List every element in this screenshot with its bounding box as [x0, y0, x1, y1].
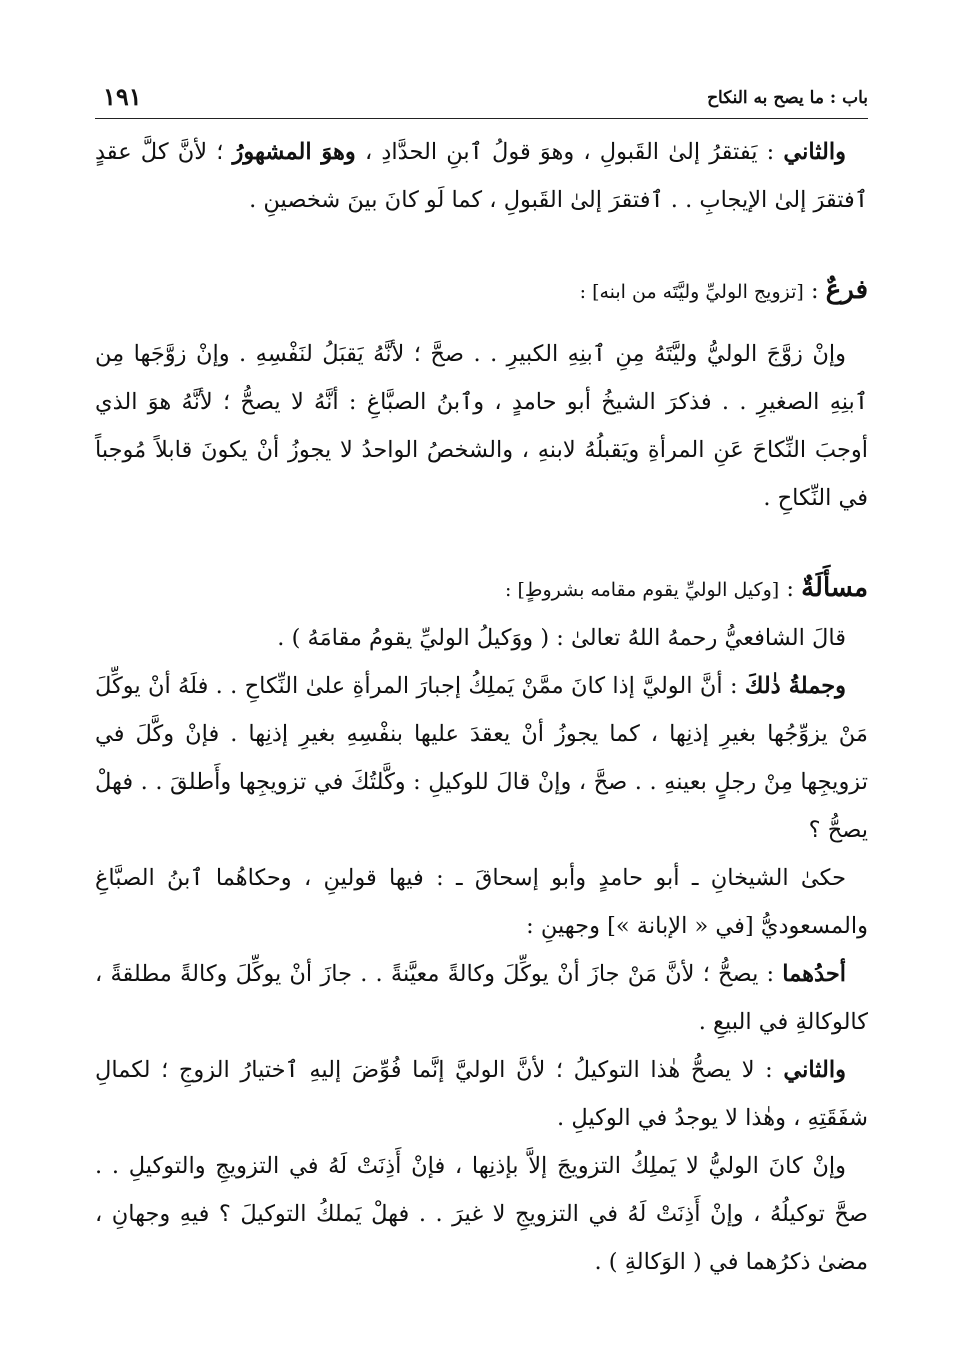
lead-term: وجملةُ ذٰلكَ — [744, 673, 846, 699]
lead-term: أحدُهما — [782, 961, 846, 987]
emphasis-text: وهوَ المشهورُ — [232, 139, 356, 165]
paragraph-far-body: وإنْ زوَّجَ الوليُّ وليَّتَهُ مِنِ ٱبنِهِ الكبيرِ . . صحَّ ؛ لأنَّهُ يَقبَلُ لنَفْسِهِ . وإنْ زوَّجَها مِن ٱبنِهِ الصغيرِ . . فذكرَ الشيخُ أبو حامدٍ ، وٱبنُ الصبَّاغِ : أنَّهُ لا يصحُّ ؛ لأنَّهُ هوَ الذي أوجبَ النِّكاحَ عَنِ المرأةِ ويَقبلُهُ لابنهِ ، والشخصُ الواحدُ لا يجوزُ أنْ يكونَ قابلاً مُوجباً في النِّكاحِ . — [95, 341, 868, 511]
spacer — [95, 224, 868, 266]
page-header — [95, 78, 868, 119]
section-heading-far — [95, 266, 868, 316]
paragraph-summary — [95, 662, 868, 854]
heading-term: فرعٌ — [825, 275, 868, 305]
main-text — [95, 128, 868, 1286]
paragraph-second-view-2 — [95, 1046, 868, 1142]
paragraph-first-view — [95, 950, 868, 1046]
spacer — [95, 316, 868, 330]
heading-separator: : — [779, 576, 802, 602]
paragraph-text: : لا يصحُّ هٰذا التوكيلُ ؛ لأنَّ الوليَّ إنَّما فُوِّضَ إليهِ ٱختيارُ الزوجِ ؛ لكمالِ شفَقَتِهِ ، وهٰذا لا يوجدُ في الوكيلِ . — [95, 1057, 868, 1131]
paragraph-text: ؛ لأنَّ كلَّ عقدٍ ٱفتقرَ إلىٰ الإيجابِ . . ٱفتقرَ إلىٰ القَبولِ ، كما لَو كانَ بينَ شخصينِ . — [95, 139, 868, 213]
paragraph-permission: وإنْ كانَ الوليُّ لا يَملِكُ التزويجَ إلاَّ بإذنِها ، فإنْ أَذِنَتْ لَهُ في التزويجِ والتوكيلِ . . صحَّ توكيلُهُ ، وإنْ أَذِنَتْ لَهُ في التزويجِ لا غيرَ . . فهلْ يَملكُ التوكيلَ ؟ فيهِ وجهانِ ، مضىٰ ذكرُهما في ( الوَكالةِ ) . — [95, 1153, 868, 1275]
page-number: ١٩١ — [103, 82, 142, 111]
paragraph-narration: حكىٰ الشيخانِ ـ أبو حامدٍ وأبو إسحاقَ ـ : فيها قولينِ ، وحكاهُما ٱبنُ الصبَّاغِ والمسعوديُّ [في « الإبانة »] وجهينِ : — [95, 865, 868, 939]
heading-title: [تزويج الوليِّ وليَّتَه من ابنه] : — [579, 281, 804, 303]
running-title: باب : ما يصح به النكاح — [707, 88, 868, 108]
spacer — [95, 522, 868, 564]
paragraph-quote: قالَ الشافعيُّ رحمهُ اللهُ تعالىٰ : ( ووَكيلُ الوليِّ يقومُ مقامَهُ ) . — [277, 625, 846, 651]
paragraph-text: : يَفتقرُ إلىٰ القَبولِ ، وهوَ قولُ ٱبنِ الحدَّادِ ، — [355, 139, 784, 165]
lead-term: والثاني — [783, 139, 847, 165]
section-heading-masala — [95, 564, 868, 614]
paragraph-text: : أنَّ الوليَّ إذا كانَ ممَّنْ يَملِكُ إجبارَ المرأةِ علىٰ النِّكاحِ . . فلَهُ أنْ يوكِّلَ مَنْ يزوِّجُها بغيرِ إذنِها ، كما يجوزُ أنْ يعقدَ عليها بنفْسِهِ بغيرِ إذنِها . فإنْ وكَّلَ في تزويجِها مِنْ رجلٍ بعينهِ . . صحَّ ، وإنْ قالَ للوكيلِ : وكَّلتُكَ في تزويجِها وأَطلقَ . . فهلْ يصحُّ ؟ — [95, 673, 868, 843]
lead-term: والثاني — [783, 1057, 846, 1083]
heading-title: [وكيل الوليِّ يقوم مقامه بشروطٍ] : — [505, 579, 780, 601]
heading-term: مسأَلَةٌ — [801, 573, 868, 603]
paragraph-second-view — [95, 128, 868, 224]
paragraph-text: : يصحُّ ؛ لأنَّ مَنْ جازَ أنْ يوكِّلَ وكالةً معيَّنةً . . جازَ أنْ يوكِّلَ وكالةً مطلقةً ، كالوكالةِ في البيعِ . — [95, 961, 868, 1035]
heading-separator: : — [803, 278, 826, 304]
